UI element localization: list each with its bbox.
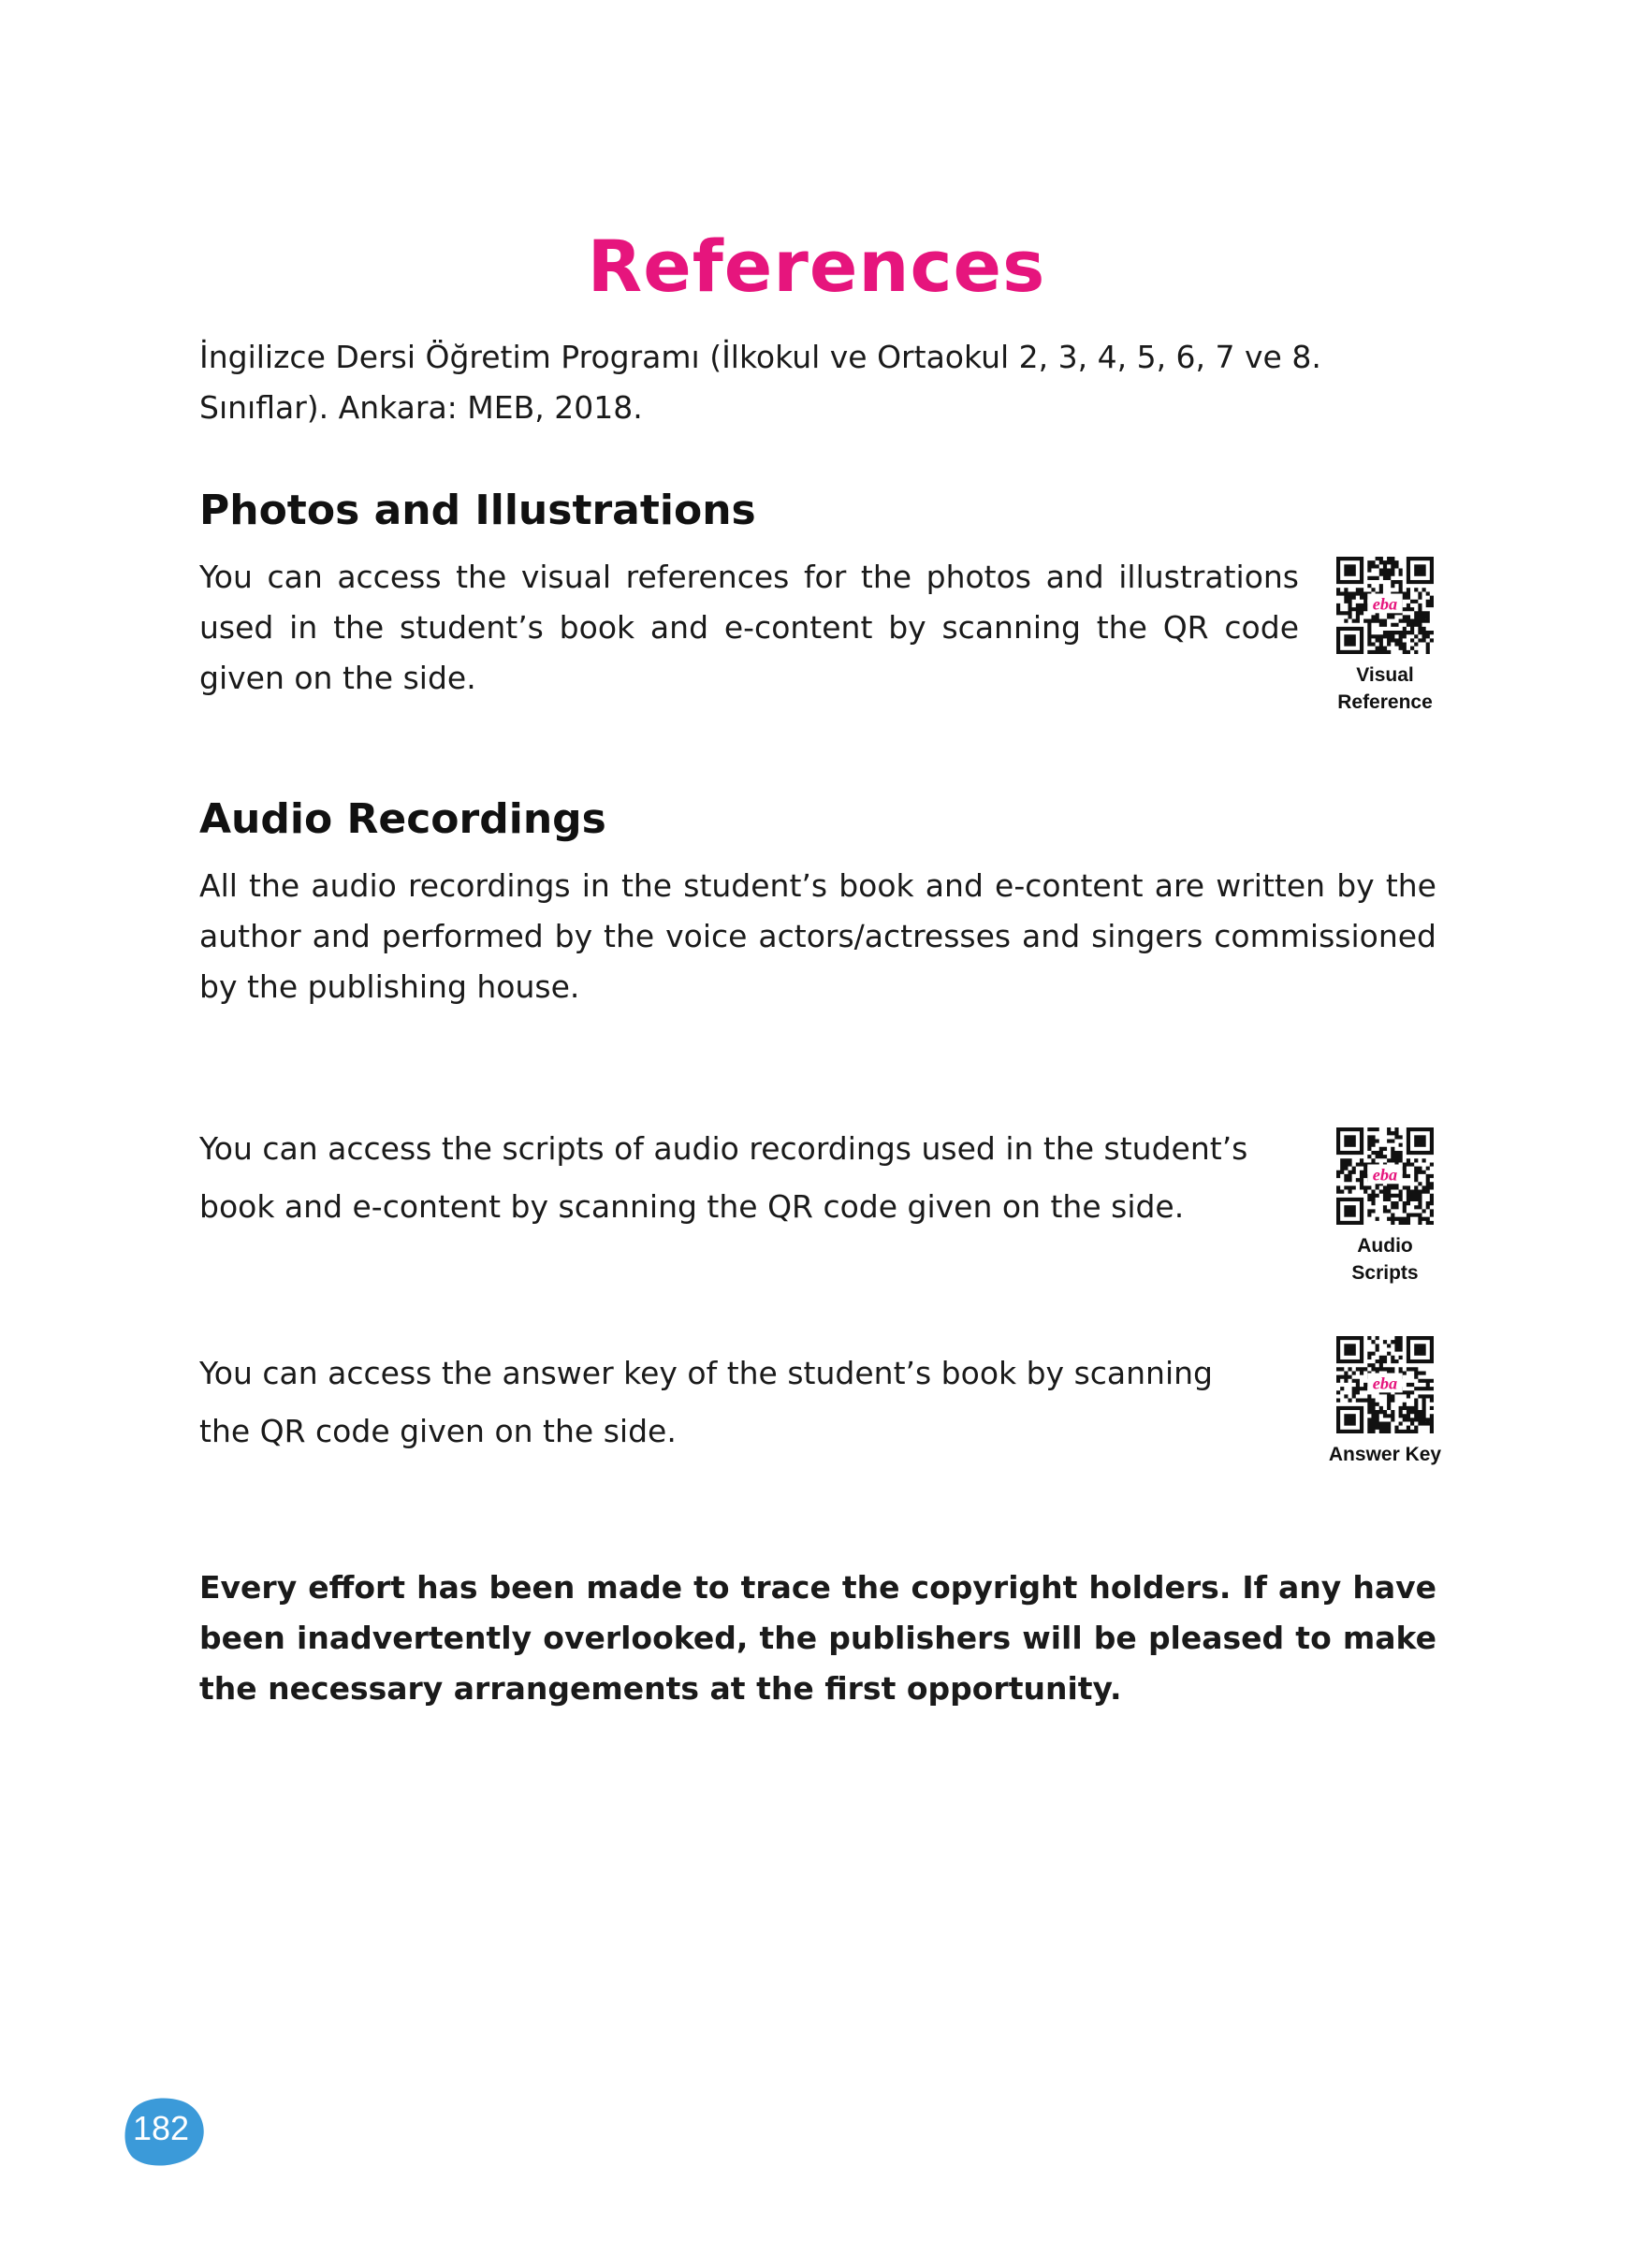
qr-visual-reference[interactable] bbox=[1320, 557, 1451, 716]
qr-logo-text: eba bbox=[1372, 594, 1398, 614]
page-number: 182 bbox=[132, 2109, 190, 2147]
qr-code-icon bbox=[1336, 1127, 1434, 1225]
reference-entry: İngilizce Dersi Öğretim Programı (İlkokul ve Ortaokul 2, 3, 4, 5, 6, 7 ve 8. Sınıflar). Ankara: MEB, 2018. bbox=[199, 339, 1321, 426]
photos-heading: Photos and Illustrations bbox=[199, 487, 756, 534]
qr-caption: Visual Reference bbox=[1337, 664, 1433, 713]
audio-heading: Audio Recordings bbox=[199, 795, 606, 843]
audio-text: All the audio recordings in the student’s book and e-content are written by the author and performed by the voice actors/actresses and singers commissioned by the publishing house. bbox=[199, 867, 1436, 1005]
photos-text: You can access the visual references for the photos and illustrations used in the student’s book and e-content by scanning the QR code given on the side. bbox=[199, 559, 1299, 696]
qr-logo-text: eba bbox=[1372, 1165, 1398, 1185]
answer-key-text: You can access the answer key of the student’s book by scanning the QR code given on the side. bbox=[199, 1355, 1213, 1449]
audio-scripts-text: You can access the scripts of audio recordings used in the student’s book and e-content by scanning the QR code given on the side. bbox=[199, 1130, 1248, 1225]
copyright-note: Every effort has been made to trace the copyright holders. If any have been inadvertently overlooked, the publishers will be pleased to make the necessary arrangements at the first opportunity. bbox=[199, 1569, 1436, 1707]
qr-audio-scripts[interactable] bbox=[1320, 1127, 1451, 1287]
page-number-badge bbox=[122, 2094, 208, 2169]
qr-code-icon bbox=[1336, 1336, 1434, 1433]
qr-caption: Audio Scripts bbox=[1351, 1235, 1419, 1284]
qr-logo-text: eba bbox=[1372, 1374, 1398, 1393]
page-title: References bbox=[587, 225, 1046, 308]
qr-caption: Answer Key bbox=[1328, 1444, 1442, 1465]
qr-answer-key[interactable] bbox=[1320, 1336, 1451, 1468]
qr-code-icon bbox=[1336, 557, 1434, 654]
